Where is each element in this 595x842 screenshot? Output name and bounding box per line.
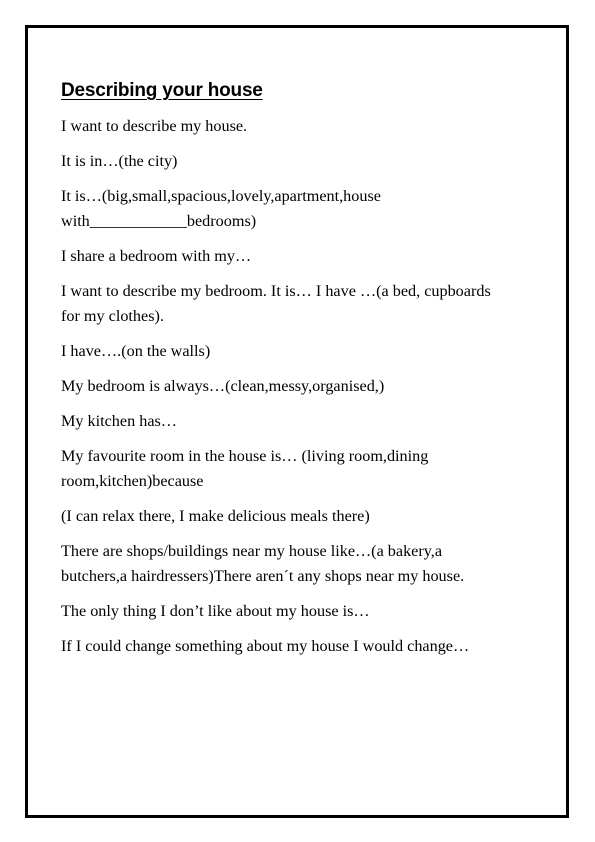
paragraph (61, 339, 541, 364)
paragraph (61, 599, 541, 624)
paragraph-line: I share a bedroom with my… (61, 247, 252, 265)
paragraph-line: butchers,a hairdressers)There aren´t any shops near my house. (61, 567, 465, 585)
paragraph-line: The only thing I don’t like about my house is… (61, 602, 370, 620)
paragraph (61, 409, 541, 434)
document-body (61, 78, 541, 669)
paragraph-line: I want to describe my bedroom. It is… I have …(a bed, cupboards (61, 282, 491, 300)
paragraph (61, 279, 541, 329)
paragraph-line: for my clothes). (61, 307, 164, 325)
paragraph-line: (I can relax there, I make delicious meals there) (61, 507, 370, 525)
paragraph (61, 184, 541, 234)
paragraph (61, 444, 541, 494)
paragraph-line: My favourite room in the house is… (living room,dining (61, 447, 429, 465)
paragraph (61, 504, 541, 529)
paragraph (61, 374, 541, 399)
paragraph (61, 244, 541, 269)
paragraph-line: room,kitchen)because (61, 472, 204, 490)
paragraph (61, 634, 541, 659)
paragraph-line: It is…(big,small,spacious,lovely,apartment,house (61, 187, 381, 205)
paragraph (61, 149, 541, 174)
paragraph-line: My bedroom is always…(clean,messy,organised,) (61, 377, 385, 395)
page-border (25, 25, 569, 818)
paragraph (61, 539, 541, 589)
paragraph-line: I have….(on the walls) (61, 342, 211, 360)
paragraph (61, 114, 541, 139)
paragraph-line: There are shops/buildings near my house like…(a bakery,a (61, 542, 443, 560)
document-title: Describing your house (61, 80, 263, 101)
paragraph-line: My kitchen has… (61, 412, 177, 430)
paragraph-line: with____________bedrooms) (61, 212, 257, 230)
paragraph-line: I want to describe my house. (61, 117, 248, 135)
paragraph-line: It is in…(the city) (61, 152, 178, 170)
paragraph-line: If I could change something about my house I would change… (61, 637, 470, 655)
